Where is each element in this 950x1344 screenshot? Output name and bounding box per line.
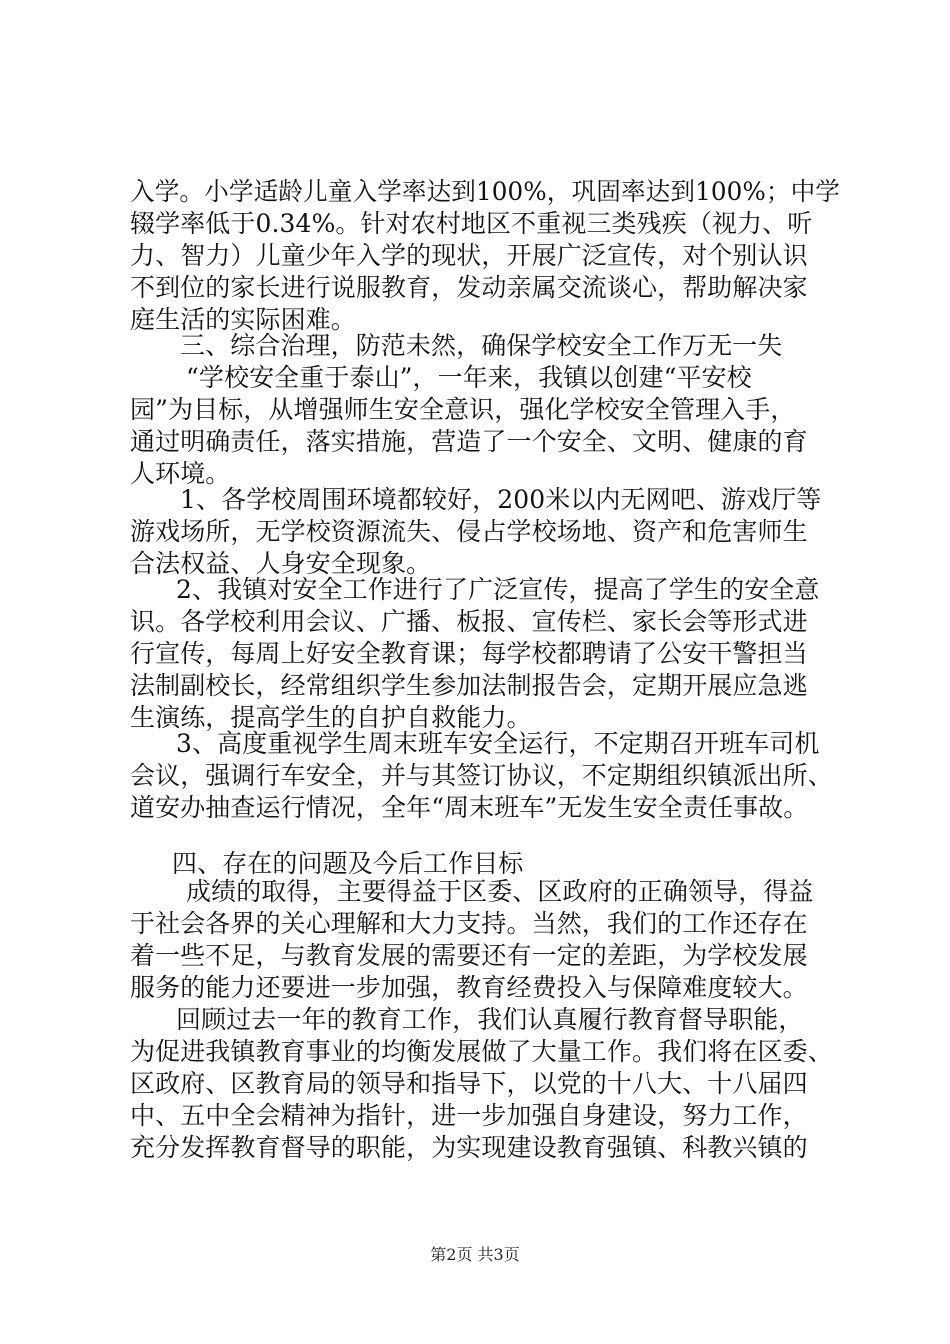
paragraph-line: 2、我镇对安全工作进行了广泛宣传，提高了学生的安全意 <box>176 575 820 604</box>
paragraph-line: 中、五中全会精神为指针，进一步加强自身建设，努力工作， <box>130 1101 808 1130</box>
paragraph-line: 于社会各界的关心理解和大力支持。当然，我们的工作还存在 <box>130 909 808 938</box>
paragraph-line: 人环境。 <box>130 459 231 488</box>
paragraph-line: 3、高度重视学生周末班车安全运行，不定期召开班车司机 <box>176 729 820 758</box>
paragraph-line: 行宣传，每周上好安全教育课；每学校都聘请了公安干警担当 <box>130 639 808 668</box>
section-heading: 三、综合治理，防范未然，确保学校安全工作万无一失 <box>180 331 783 360</box>
paragraph-line: 生演练，提高学生的自护自救能力。 <box>130 703 532 732</box>
paragraph-line: “学校安全重于泰山”，一年来，我镇以创建“平安校 <box>186 363 752 392</box>
paragraph-line: 区政府、区教育局的领导和指导下，以党的十八大、十八届四 <box>130 1069 808 1098</box>
paragraph-line: 着一些不足，与教育发展的需要还有一定的差距，为学校发展 <box>130 941 808 970</box>
paragraph-line: 辍学率低于0.34%。针对农村地区不重视三类残疾（视力、听 <box>130 209 813 238</box>
paragraph-line: 回顾过去一年的教育工作，我们认真履行教育督导职能， <box>176 1005 804 1034</box>
section-heading: 四、存在的问题及今后工作目标 <box>172 849 524 878</box>
paragraph-line: 成绩的取得，主要得益于区委、区政府的正确领导，得益 <box>186 877 814 906</box>
paragraph-line: 园”为目标，从增强师生安全意识，强化学校安全管理入手， <box>130 395 796 424</box>
paragraph-line: 道安办抽查运行情况，全年“周末班车”无发生安全责任事故。 <box>130 793 809 822</box>
paragraph-line: 庭生活的实际困难。 <box>130 305 356 334</box>
paragraph-line: 1、各学校周围环境都较好，200米以内无网吧、游戏厅等 <box>180 485 822 514</box>
paragraph-line: 游戏场所，无学校资源流失、侵占学校场地、资产和危害师生 <box>130 517 808 546</box>
paragraph-line: 识。各学校利用会议、广播、板报、宣传栏、家长会等形式进 <box>130 607 808 636</box>
paragraph-line: 不到位的家长进行说服教育，发动亲属交流谈心，帮助解决家 <box>130 273 808 302</box>
paragraph-line: 服务的能力还要进一步加强，教育经费投入与保障难度较大。 <box>130 973 808 1002</box>
paragraph-line: 法制副校长，经常组织学生参加法制报告会，定期开展应急逃 <box>130 671 808 700</box>
paragraph-line: 力、智力）儿童少年入学的现状，开展广泛宣传，对个别认识 <box>130 241 808 270</box>
paragraph-line: 会议，强调行车安全，并与其签订协议，不定期组织镇派出所、 <box>130 761 833 790</box>
paragraph-line: 入学。小学适龄儿童入学率达到100%，巩固率达到100%；中学 <box>130 177 841 206</box>
page-number: 第2页 共3页 <box>430 1245 520 1264</box>
paragraph-line: 合法权益、人身安全现象。 <box>130 549 432 578</box>
paragraph-line: 通过明确责任，落实措施，营造了一个安全、文明、健康的育 <box>130 427 808 456</box>
paragraph-line: 为促进我镇教育事业的均衡发展做了大量工作。我们将在区委、 <box>130 1037 833 1066</box>
paragraph-line: 充分发挥教育督导的职能，为实现建设教育强镇、科教兴镇的 <box>130 1133 808 1162</box>
